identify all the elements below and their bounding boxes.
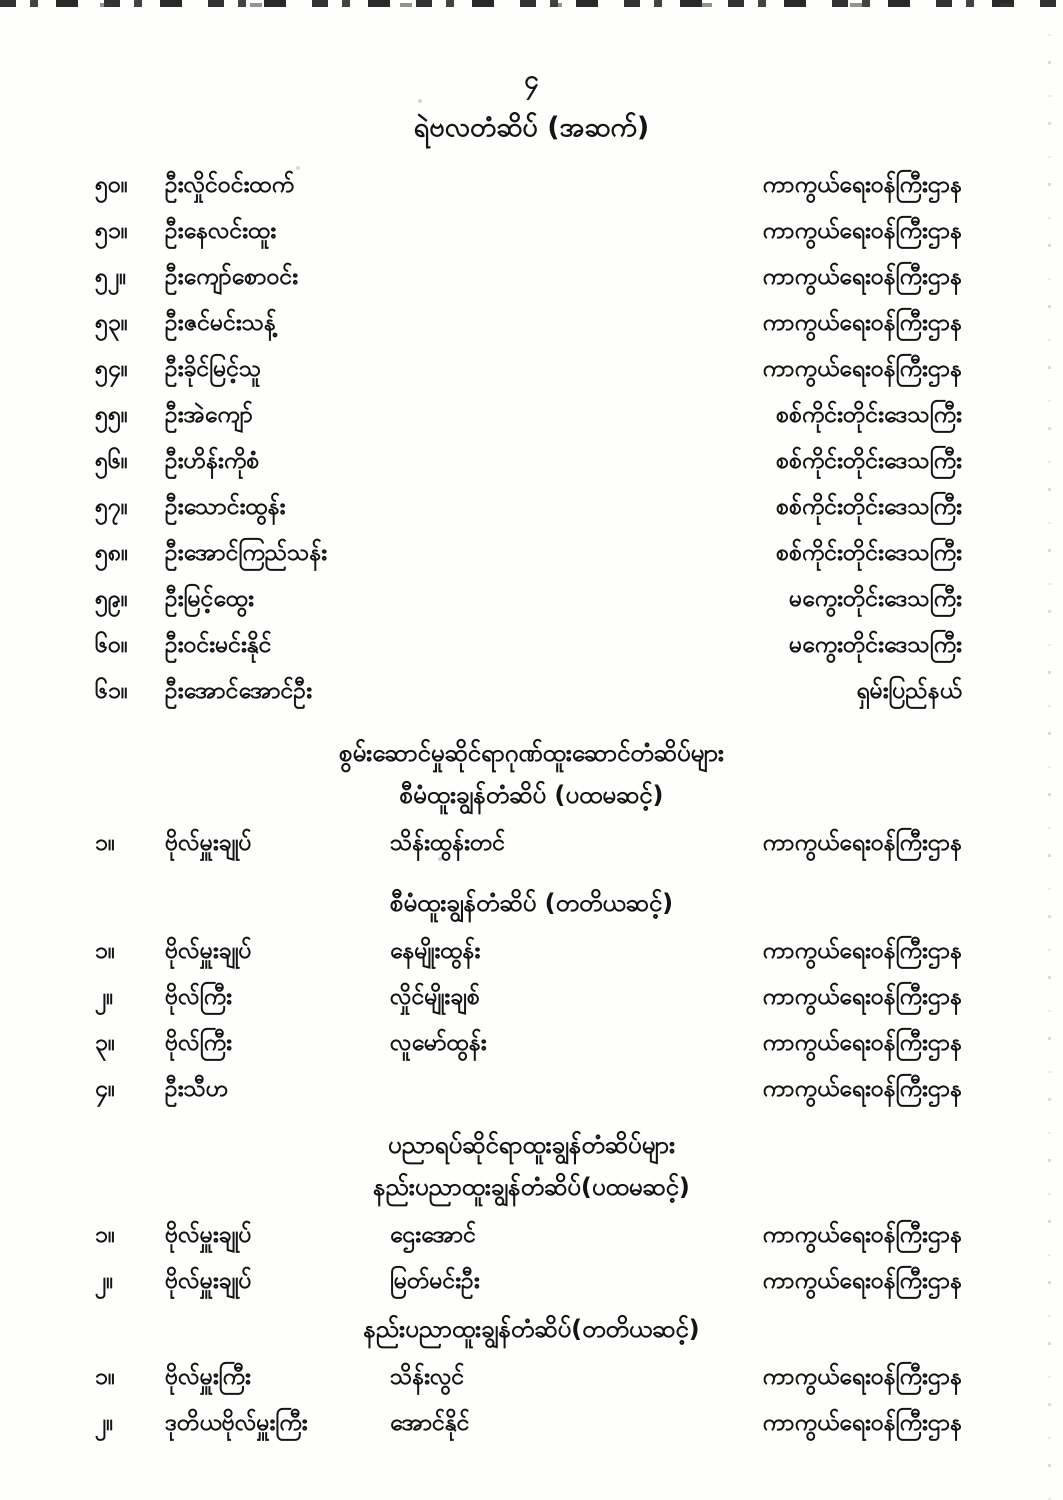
subsection-header-technology-first-class: နည်းပညာထူးချွန်တံဆိပ်(ပထမဆင့်) bbox=[373, 1173, 690, 1201]
serial-number: ၅၁။ bbox=[95, 218, 128, 244]
serial-number: ၂။ bbox=[95, 984, 114, 1010]
page-title: ရဲဗလတံဆိပ် (အဆက်) bbox=[413, 112, 650, 143]
recipient-row bbox=[95, 484, 962, 530]
recipient-name: နေမျိုးထွန်း bbox=[390, 938, 481, 964]
organization-name: စစ်ကိုင်းတိုင်းဒေသကြီး bbox=[776, 494, 962, 520]
organization-name: ကာကွယ်ရေးဝန်ကြီးဌာန bbox=[762, 264, 962, 290]
organization-name: ကာကွယ်ရေးဝန်ကြီးဌာန bbox=[762, 830, 962, 856]
organization-name: ကာကွယ်ရေးဝန်ကြီးဌာန bbox=[762, 1268, 962, 1294]
scan-torn-edge-artifact-2 bbox=[40, 3, 1043, 7]
organization-name: ရှမ်းပြည်နယ် bbox=[856, 678, 962, 704]
organization-name: မကွေးတိုင်းဒေသကြီး bbox=[789, 632, 962, 658]
organization-name: စစ်ကိုင်းတိုင်းဒေသကြီး bbox=[776, 540, 962, 566]
serial-number: ၅၅။ bbox=[95, 402, 128, 428]
recipient-rank: ဦးသီဟ bbox=[165, 1076, 229, 1102]
recipient-row bbox=[95, 346, 962, 392]
recipient-name: ဦးဟိန်းကိုစံ bbox=[165, 448, 260, 474]
scan-speck bbox=[942, 1040, 946, 1044]
organization-name: စစ်ကိုင်းတိုင်းဒေသကြီး bbox=[776, 402, 962, 428]
subsection-header-management-first-class: စီမံထူးချွန်တံဆိပ် (ပထမဆင့်) bbox=[399, 781, 664, 809]
organization-name: ကာကွယ်ရေးဝန်ကြီးဌာန bbox=[762, 356, 962, 382]
recipient-rank: ဒုတိယဗိုလ်မှူးကြီး bbox=[165, 1410, 308, 1436]
serial-number: ၁။ bbox=[95, 1222, 115, 1248]
serial-number: ၅၃။ bbox=[95, 310, 128, 336]
recipient-rank: ဗိုလ်မှူးကြီး bbox=[165, 1364, 251, 1390]
section-header-academic-medals: ပညာရပ်ဆိုင်ရာထူးချွန်တံဆိပ်များ bbox=[387, 1131, 676, 1159]
recipient-name: ဦးလှိုင်ဝင်းထက် bbox=[165, 172, 295, 198]
serial-number: ၄။ bbox=[95, 1076, 115, 1102]
recipient-name: ဦးဇင်မင်းသန့် bbox=[165, 310, 276, 336]
technology-first-class-list bbox=[0, 1212, 1063, 1304]
recipient-row bbox=[95, 1258, 962, 1304]
recipient-name: ဦးအောင်ကြည်သန်း bbox=[165, 540, 328, 566]
recipient-row bbox=[95, 1066, 962, 1112]
recipient-name: ဌေးအောင် bbox=[390, 1222, 477, 1248]
serial-number: ၁။ bbox=[95, 938, 115, 964]
recipient-row bbox=[95, 392, 962, 438]
serial-number: ၅၂။ bbox=[95, 264, 127, 290]
recipient-row bbox=[95, 300, 962, 346]
recipient-name: လူမော်ထွန်း bbox=[390, 1030, 487, 1056]
technology-third-class-list bbox=[0, 1354, 1063, 1446]
serial-number: ၂။ bbox=[95, 1268, 114, 1294]
recipient-name: ဦးအဲကျော် bbox=[165, 402, 253, 428]
recipient-rank: ဗိုလ်ကြီး bbox=[165, 984, 232, 1010]
recipient-row bbox=[95, 208, 962, 254]
medal-recipient-list-continuation bbox=[0, 162, 1063, 714]
page-number: ၄ bbox=[524, 65, 539, 95]
scan-right-margin-specks bbox=[1048, 0, 1051, 1500]
scan-speck bbox=[418, 99, 422, 103]
recipient-row bbox=[95, 668, 962, 714]
recipient-row bbox=[95, 820, 962, 866]
organization-name: ကာကွယ်ရေးဝန်ကြီးဌာန bbox=[762, 1222, 962, 1248]
serial-number: ၅၈။ bbox=[95, 540, 129, 566]
recipient-rank: ဗိုလ်မှူးချုပ် bbox=[165, 1222, 252, 1248]
serial-number: ၆၁။ bbox=[95, 678, 128, 704]
organization-name: ကာကွယ်ရေးဝန်ကြီးဌာန bbox=[762, 938, 962, 964]
recipient-name: မြတ်မင်းဦး bbox=[390, 1268, 480, 1294]
recipient-row bbox=[95, 1020, 962, 1066]
serial-number: ၆၀။ bbox=[95, 632, 128, 658]
recipient-row bbox=[95, 1400, 962, 1446]
serial-number: ၂။ bbox=[95, 1410, 114, 1436]
recipient-row bbox=[95, 576, 962, 622]
recipient-name: ဦးမြင့်ထွေး bbox=[165, 586, 254, 612]
recipient-name: ဦးခိုင်မြင့်သူ bbox=[165, 356, 262, 382]
serial-number: ၅၉။ bbox=[95, 586, 128, 612]
recipient-name: ဦးအောင်အောင်ဦး bbox=[165, 678, 313, 704]
management-first-class-list bbox=[0, 820, 1063, 866]
serial-number: ၁။ bbox=[95, 1364, 115, 1390]
recipient-rank: ဗိုလ်မှူးချုပ် bbox=[165, 1268, 252, 1294]
recipient-name: ဦးသောင်းထွန်း bbox=[165, 494, 286, 520]
recipient-row bbox=[95, 928, 962, 974]
recipient-name: သိန်းလွင် bbox=[390, 1364, 465, 1390]
recipient-row bbox=[95, 162, 962, 208]
organization-name: ကာကွယ်ရေးဝန်ကြီးဌာန bbox=[762, 218, 962, 244]
recipient-name: ဦးဝင်းမင်းနိုင် bbox=[165, 632, 272, 658]
organization-name: မကွေးတိုင်းဒေသကြီး bbox=[789, 586, 962, 612]
recipient-name: အောင်နိုင် bbox=[390, 1410, 470, 1436]
serial-number: ၅၇။ bbox=[95, 494, 128, 520]
organization-name: ကာကွယ်ရေးဝန်ကြီးဌာန bbox=[762, 1410, 962, 1436]
serial-number: ၁။ bbox=[95, 830, 115, 856]
serial-number: ၅၄။ bbox=[95, 356, 128, 382]
recipient-row bbox=[95, 1354, 962, 1400]
subsection-header-management-third-class: စီမံထူးချွန်တံဆိပ် (တတိယဆင့်) bbox=[389, 889, 674, 917]
organization-name: ကာကွယ်ရေးဝန်ကြီးဌာန bbox=[762, 984, 962, 1010]
recipient-row bbox=[95, 438, 962, 484]
serial-number: ၅၀။ bbox=[95, 172, 128, 198]
recipient-name: လှိုင်မျိုးချစ် bbox=[390, 984, 480, 1010]
scan-speck bbox=[296, 166, 300, 170]
serial-number: ၃။ bbox=[95, 1030, 115, 1056]
recipient-row bbox=[95, 530, 962, 576]
scan-speck bbox=[438, 857, 442, 861]
organization-name: ကာကွယ်ရေးဝန်ကြီးဌာန bbox=[762, 310, 962, 336]
recipient-rank: ဗိုလ်မှူးချုပ် bbox=[165, 938, 252, 964]
recipient-name: ဦးကျော်စောဝင်း bbox=[165, 264, 299, 290]
recipient-row bbox=[95, 1212, 962, 1258]
organization-name: ကာကွယ်ရေးဝန်ကြီးဌာန bbox=[762, 1030, 962, 1056]
recipient-row bbox=[95, 254, 962, 300]
recipient-name: သိန်းထွန်းတင် bbox=[390, 830, 506, 856]
recipient-row bbox=[95, 974, 962, 1020]
organization-name: စစ်ကိုင်းတိုင်းဒေသကြီး bbox=[776, 448, 962, 474]
recipient-row bbox=[95, 622, 962, 668]
organization-name: ကာကွယ်ရေးဝန်ကြီးဌာန bbox=[762, 1364, 962, 1390]
subsection-header-technology-third-class: နည်းပညာထူးချွန်တံဆိပ်(တတိယဆင့်) bbox=[363, 1315, 700, 1343]
recipient-name: ဦးနေလင်းထူး bbox=[165, 218, 277, 244]
recipient-rank: ဗိုလ်မှူးချုပ် bbox=[165, 830, 252, 856]
section-header-performance-medals: စွမ်းဆောင်မှုဆိုင်ရာဂုဏ်ထူးဆောင်တံဆိပ်များ bbox=[338, 739, 725, 767]
recipient-rank: ဗိုလ်ကြီး bbox=[165, 1030, 232, 1056]
management-third-class-list bbox=[0, 928, 1063, 1112]
organization-name: ကာကွယ်ရေးဝန်ကြီးဌာန bbox=[762, 172, 962, 198]
serial-number: ၅၆။ bbox=[95, 448, 128, 474]
organization-name: ကာကွယ်ရေးဝန်ကြီးဌာန bbox=[762, 1076, 962, 1102]
